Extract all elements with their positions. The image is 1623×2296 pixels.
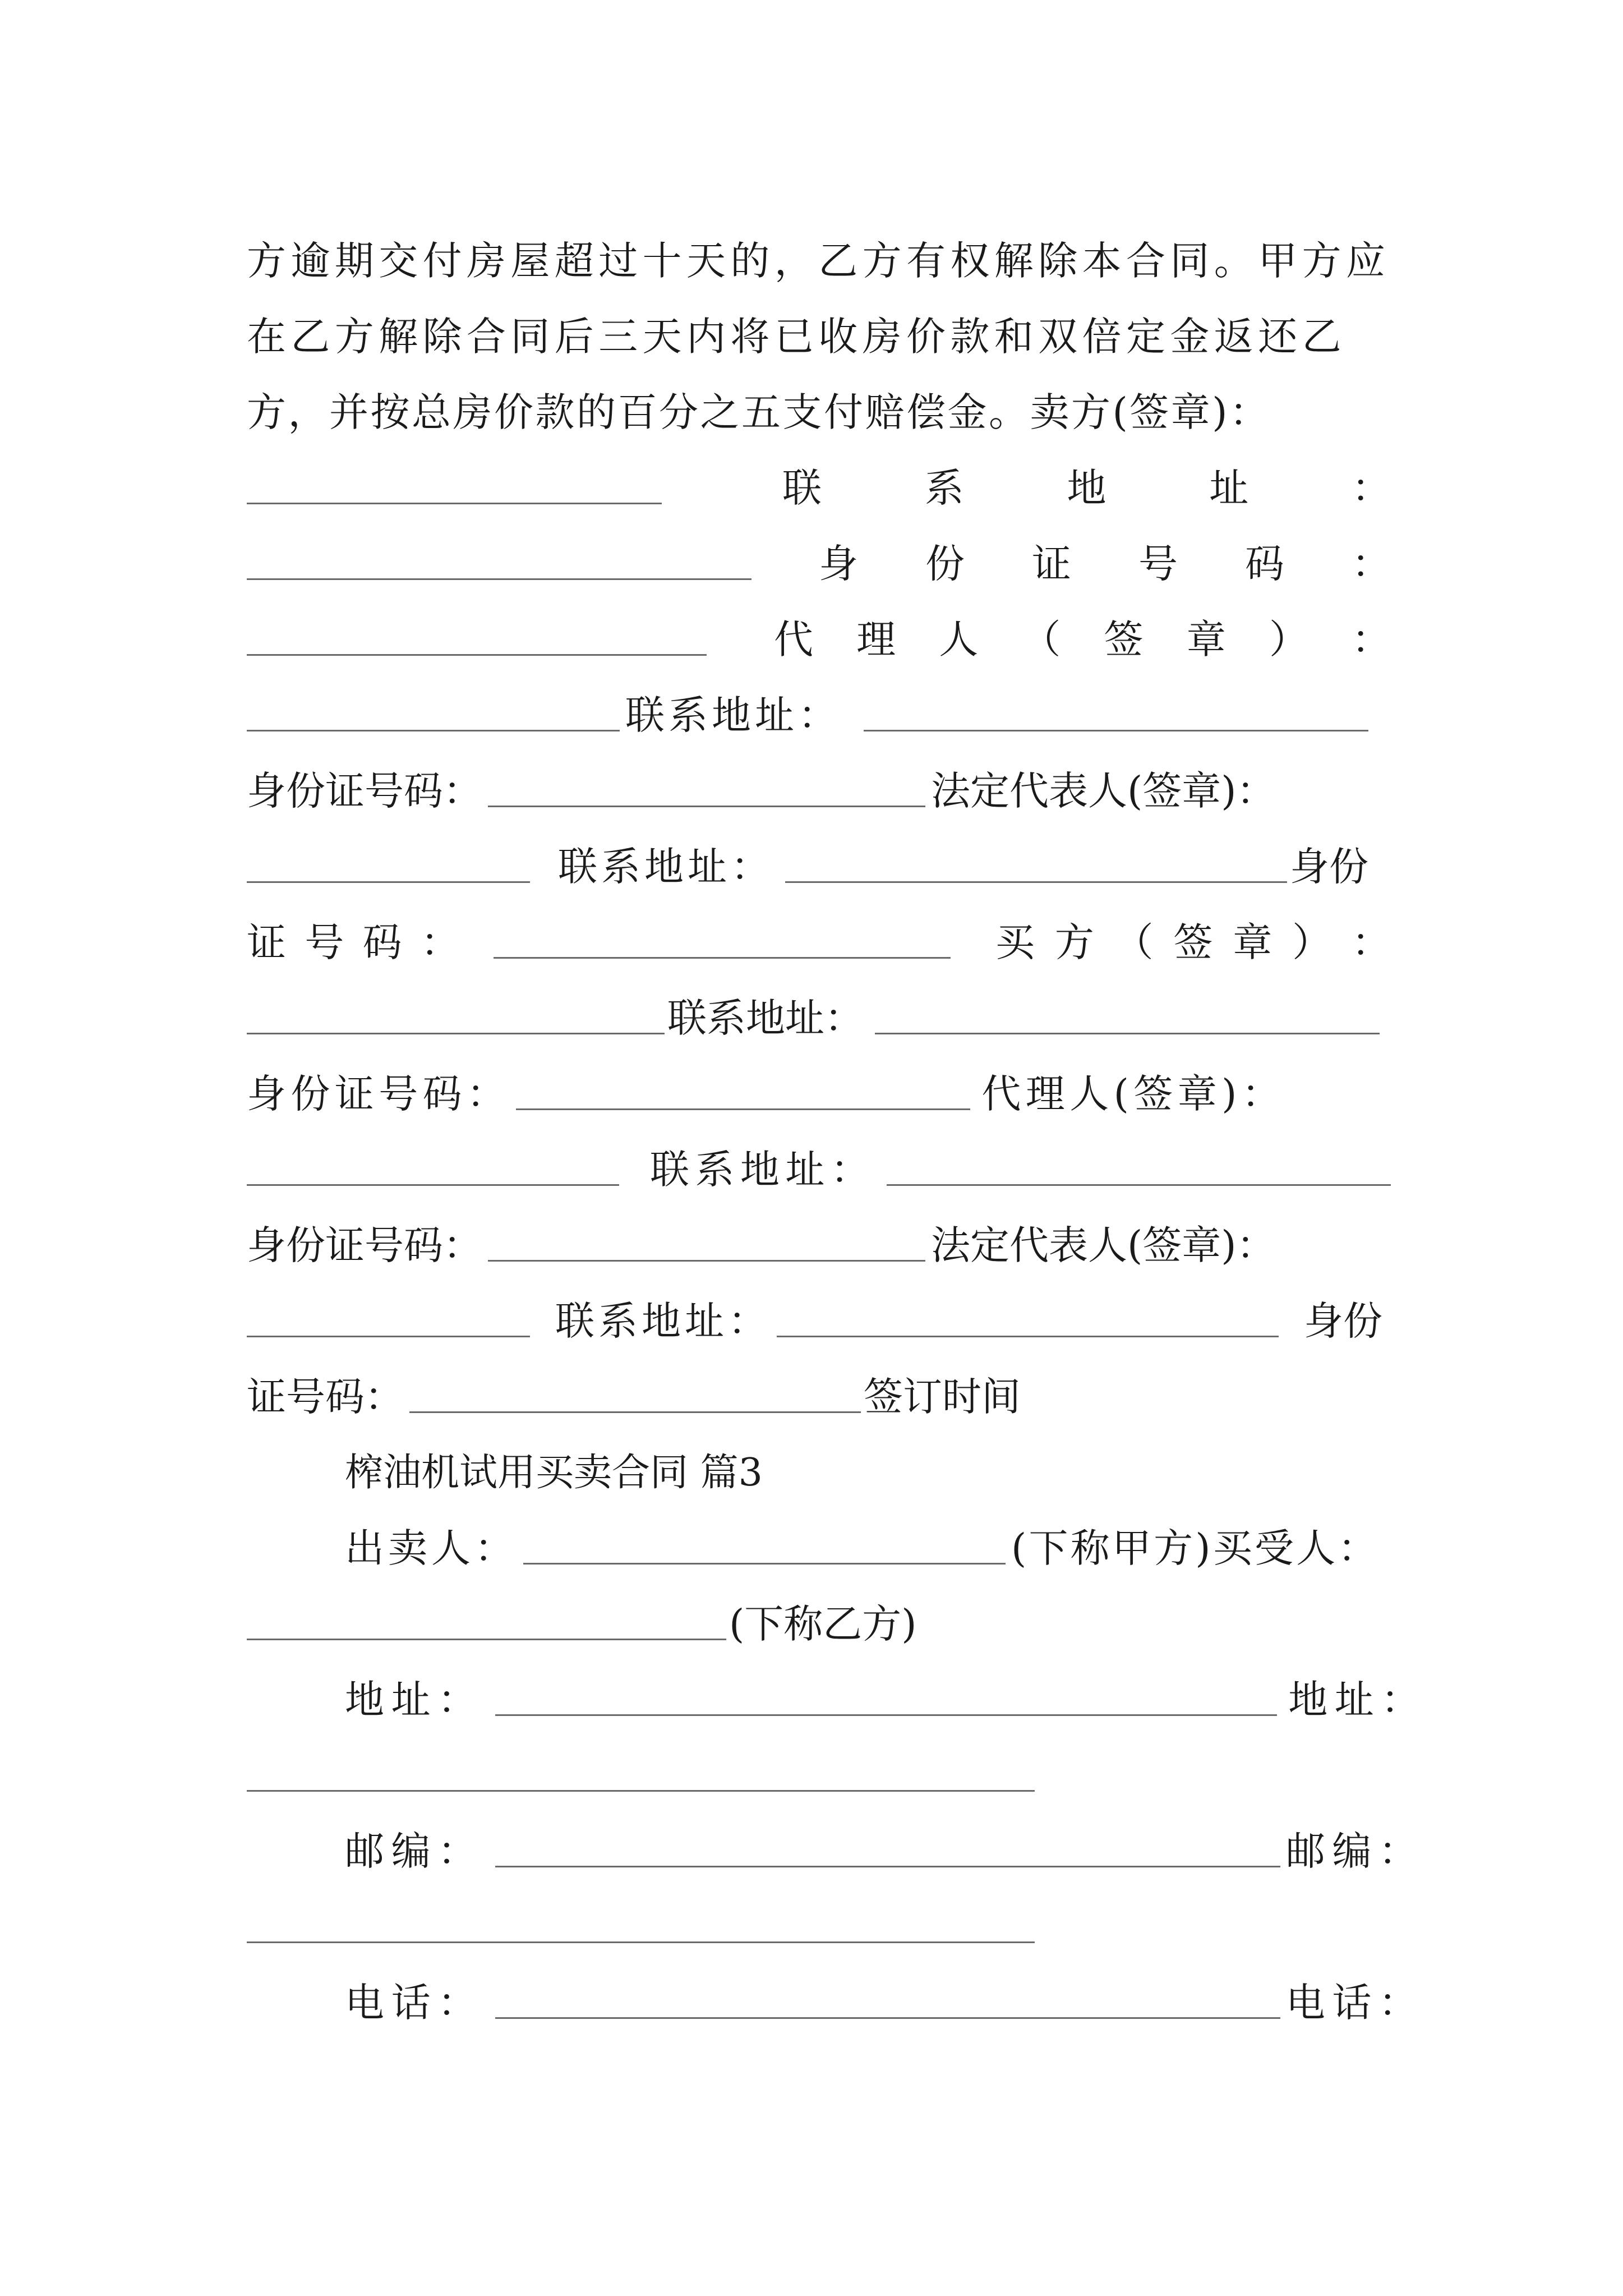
buyer-legal-address-line [247,1273,1391,1344]
text-line [247,365,1391,435]
fill-blank[interactable] [247,1184,619,1186]
buyer-address-line [247,970,1391,1041]
postcode-continuation-line [247,1879,1391,1947]
agent-label [774,616,1391,662]
party-b-line [247,1576,1391,1647]
id-label [819,541,1391,587]
seller-id-line [247,516,1391,587]
label-char: 章 [1233,919,1272,965]
label-char: ： [1352,541,1391,587]
fill-blank[interactable] [495,2017,1280,2019]
address-continuation-line [247,1728,1391,1795]
section-title: 榨油机试用买卖合同 篇3 [345,1451,763,1495]
text-line [247,289,1391,360]
address-label: 联系地址： [555,1298,771,1344]
seller-postcode-label: 邮编： [345,1828,484,1874]
label-char: 签 [1173,919,1213,965]
label-char: 址 [1209,465,1249,511]
label-char: （ [1114,919,1154,965]
postcode-line [345,1803,1427,1874]
buyer-signature-line [247,895,1391,965]
agent-address-line [247,668,1391,738]
label-char: ： [1352,465,1391,511]
label-char: 地 [1067,465,1106,511]
buyer-agent-id-line [247,1198,1391,1268]
fill-blank[interactable] [247,1790,1035,1792]
seller-address-line [247,440,1391,511]
body-text: 在乙方解除合同后三天内将已收房价款和双倍定金返还乙 [247,314,1346,360]
fill-blank[interactable] [875,1033,1380,1034]
id-label: 身份证号码： [247,1071,511,1117]
fill-blank[interactable] [488,806,925,807]
fill-blank[interactable] [516,1108,970,1110]
label-char: （ [1021,616,1061,662]
seller-label: 出卖人： [345,1525,518,1571]
label-char: 代 [774,616,813,662]
label-char: ） [1269,616,1308,662]
seller-address-label: 地址： [345,1677,484,1723]
label-char: ： [1351,919,1391,965]
fill-blank[interactable] [247,730,620,731]
label-char: 理 [856,616,896,662]
address-label [782,465,1391,511]
address-line [345,1652,1427,1723]
id-label: 身份证号码： [247,1222,482,1268]
fill-blank[interactable] [247,1639,726,1640]
signing-time-line [247,1349,1391,1420]
label-char: 号 [1138,541,1178,587]
fill-blank[interactable] [887,1184,1391,1186]
fill-blank[interactable] [247,654,707,656]
fill-blank[interactable] [494,957,951,959]
phone-line [345,1955,1427,2026]
fill-blank[interactable] [777,1336,1279,1337]
buyer-phone-label: 电话： [1285,1980,1425,2026]
legal-rep-label: 法定代表人(签章)： [931,1222,1276,1268]
address-label: 联系地址： [649,1147,876,1193]
buyer-address-label: 地址： [1288,1677,1427,1723]
buyer-postcode-label: 邮编： [1285,1828,1425,1874]
buyer-id-line [247,1046,1391,1117]
label-char: 证 [247,919,286,965]
label-char: 号 [305,919,344,965]
agent-id-line [247,743,1391,814]
label-char: 章 [1186,616,1226,662]
fill-blank[interactable] [495,1866,1280,1867]
section-title-line [345,1425,1427,1495]
fill-blank[interactable] [864,730,1368,731]
fill-blank[interactable] [247,1941,1035,1943]
signing-time-label: 签订时间 [864,1374,1021,1420]
id-label: 身份证号码： [247,768,482,814]
id-label-end [247,919,460,965]
address-label: 联系地址： [667,995,864,1041]
label-char: 人 [939,616,979,662]
fill-blank[interactable] [785,881,1287,883]
buyer-label: (下称甲方)买受人： [1011,1525,1380,1571]
fill-blank[interactable] [409,1411,861,1413]
address-label: 联系地址： [558,844,774,890]
id-label-start: 身份 [1304,1298,1382,1344]
id-label-end: 证号码： [247,1374,404,1420]
fill-blank[interactable] [247,503,662,504]
fill-blank[interactable] [247,578,751,580]
agent-label: 代理人(签章)： [981,1071,1286,1117]
fill-blank[interactable] [247,1033,665,1034]
id-label-start: 身份 [1290,844,1368,890]
label-char: ： [1351,616,1391,662]
label-char: 身 [819,541,858,587]
label-char: 联 [782,465,822,511]
seller-phone-label: 电话： [345,1980,484,2026]
fill-blank[interactable] [523,1563,1006,1565]
label-char: 方 [1054,919,1094,965]
body-text: 方逾期交付房屋超过十天的，乙方有权解除本合同。甲方应 [247,238,1390,284]
label-char: 份 [925,541,965,587]
text-line [247,213,1391,284]
label-char: ） [1292,919,1332,965]
party-b-label: (下称乙方) [729,1601,917,1647]
label-char: 证 [1032,541,1071,587]
label-char: 码 [362,919,402,965]
fill-blank[interactable] [488,1260,925,1262]
fill-blank[interactable] [247,1336,530,1337]
label-char: 码 [1245,541,1284,587]
seller-agent-line [247,592,1391,662]
legal-rep-address-line [247,819,1391,890]
buyer-label [995,919,1391,965]
body-text: 方，并按总房价款的百分之五支付赔偿金。卖方(签章)： [247,389,1271,435]
address-label: 联系地址： [625,692,841,738]
label-char: ： [420,919,460,965]
fill-blank[interactable] [247,881,530,883]
label-char: 系 [924,465,964,511]
legal-rep-label: 法定代表人(签章)： [931,768,1276,814]
seller-buyer-line [345,1501,1427,1571]
buyer-agent-address-line [247,1122,1391,1193]
fill-blank[interactable] [495,1714,1277,1716]
label-char: 签 [1104,616,1144,662]
label-char: 买 [995,919,1035,965]
